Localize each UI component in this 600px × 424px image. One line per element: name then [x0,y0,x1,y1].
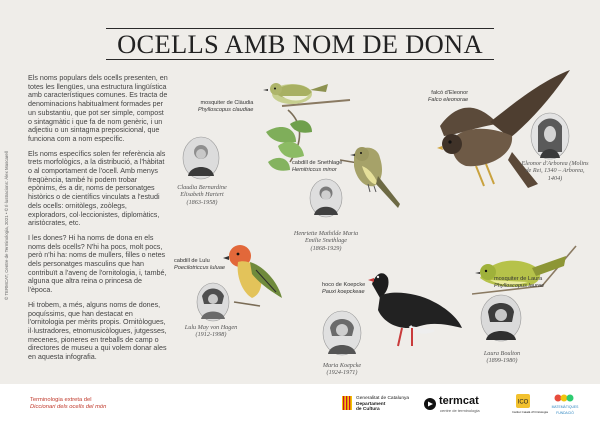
portrait-maria-koepcke [322,310,362,356]
bird-name: cabdill de Snethlage [292,160,343,166]
intro-paragraph-1: Els noms populars dels ocells presenten, en totes les llengües, una estructura lingüística amb característiques comunes. Es tracta de denominacions habitualment formades per un substantiu, que pot ser simple, compost o sintagmàtic i que fa de nom genèric, i un adjectiu o un sintagma preposicional, que funciona com a nom específic. [28,74,168,143]
laura-warbler-illustration [472,238,582,300]
title-block [106,26,494,62]
gencat-text [356,396,409,413]
matematiques-text [550,405,580,416]
bird-latin: Phylloscopus laurae [494,282,545,289]
termcat-logo-icon [424,398,436,410]
bird-latin: Phylloscopus claudiae [198,106,254,113]
woman-name: Lulu May von Hagen [184,324,238,331]
bird-latin: Pauxi koepckeae [322,288,365,295]
footer-line-2: Diccionari dels ocells del món [30,404,107,411]
footer-line-1: Terminologia extreta del [30,397,92,403]
gencat-line-1: Generalitat de Catalunya [356,396,410,401]
label-mosquiter-laura [494,276,544,289]
intro-paragraph-2: Els noms específics solen fer referència als trets morfològics, a la distribució, a l'hàbitat o al comportament de l'ocell. Amb menys freqüència, també hi podem trobar epònims, és a dir, noms de personatges històrics o de científics vinculats a l'estudi dels ocells: ornitòlegs, zoòlegs, exploradors, col·leccionistes, diplomàtics, aristòcrates, etc. [28,149,166,228]
portrait-laura-boulton [480,294,522,342]
gencat-line-3: de Cultura [356,407,380,413]
side-credit: © TERMCAT, Centre de Terminologia, 2021 • © Il·lustracions: Àlex Mascarell [4,151,9,300]
snethlage-flycatcher-illustration [340,140,424,220]
woman-name: Maria Koepcke [322,362,362,369]
caption-eleonor [518,160,592,182]
bird-latin: Falco eleonorae [428,96,469,103]
page-title: OCELLS AMB NOM DE DONA [117,29,483,59]
intro-paragraph-3: I les dones? Hi ha noms de dona en els noms dels ocells? N'hi ha pocs, molt pocs, però n'hi ha: noms de mullers, filles o netes dels personatges masculins que han contribuït a l'avenç de l'ornitologia, i, també, alguna que altra reina o princesa de l'època. [28,233,167,295]
termcat-name: termcat [439,395,479,407]
woman-years: (1924-1971) [326,369,358,377]
caption-koepcke [306,362,378,377]
bird-latin: Poecilotriccus luluae [174,264,225,271]
bird-name: falcó d'Eleonor [431,90,469,96]
label-hoco-koepcke [322,282,365,295]
ico-logo-icon [516,394,530,408]
title-bottom-rule [106,59,494,60]
gencat-logo-icon [342,396,352,410]
koepcke-curassow-illustration [350,262,470,354]
woman-years: (1868-1929) [310,244,342,252]
bird-name: mosquiter de Clàudia [200,100,254,106]
bird-name: mosquiter de Laura [494,276,543,282]
woman-years: (1912-1998) [195,331,227,339]
intro-text [28,74,168,368]
intro-paragraph-4: Hi trobem, a més, alguns noms de dones, poquíssims, que han destacat en l'ornitologia per mèrits propis. Ornitòlogues, il·lustradores, etnomusicòlogues, jutgesses, mecenes, pioneres en treballs de camp o directores de museu a qui volem donar ales en aquesta infografia. [28,300,167,362]
ico-text: Institut Català d'Ornitologia [512,410,548,414]
svg-text:ICO: ICO [517,399,529,406]
portrait-emilie-snethlage [309,178,343,218]
bird-name: hoco de Koepcke [322,282,366,288]
woman-years: (1863-1958) [186,198,218,206]
caption-lulu [172,324,250,339]
portrait-lulu-von-hagen [196,282,230,322]
portrait-eleonor-arborea [530,112,570,160]
woman-name: Eleonor d'Arborea (Molins de Rei, 1340 – Arborea, 1404) [521,160,589,182]
label-mosquiter-claudia [198,100,253,113]
woman-name: Henriette Mathilde Maria Emilie Snethlage [293,230,359,245]
caption-snethlage [290,230,362,252]
portrait-claudia-hartert [182,136,220,180]
woman-name: Claudia Bernardine Elisabeth Hartert [177,184,227,199]
termcat-subtitle: centre de terminologia [440,408,480,413]
woman-years: (1899-1980) [486,357,518,365]
matematiques-line-1: MATEMÀTIQUES [551,405,579,409]
caption-claudia [166,184,238,206]
caption-laura [466,350,538,365]
footer [0,384,600,424]
bird-name: cabdill de Lulu [174,258,210,264]
label-cabdill-snethlage [292,160,342,173]
footer-source [30,397,106,411]
label-cabdill-lulu [174,258,225,271]
gencat-line-2: Departament [356,401,386,407]
matematiques-line-2: FUNDACIÓ [556,410,574,415]
matematiques-logo-icon [554,392,574,404]
bird-latin: Hemitriccus minor [292,166,337,173]
woman-name: Laura Boulton [483,350,521,357]
